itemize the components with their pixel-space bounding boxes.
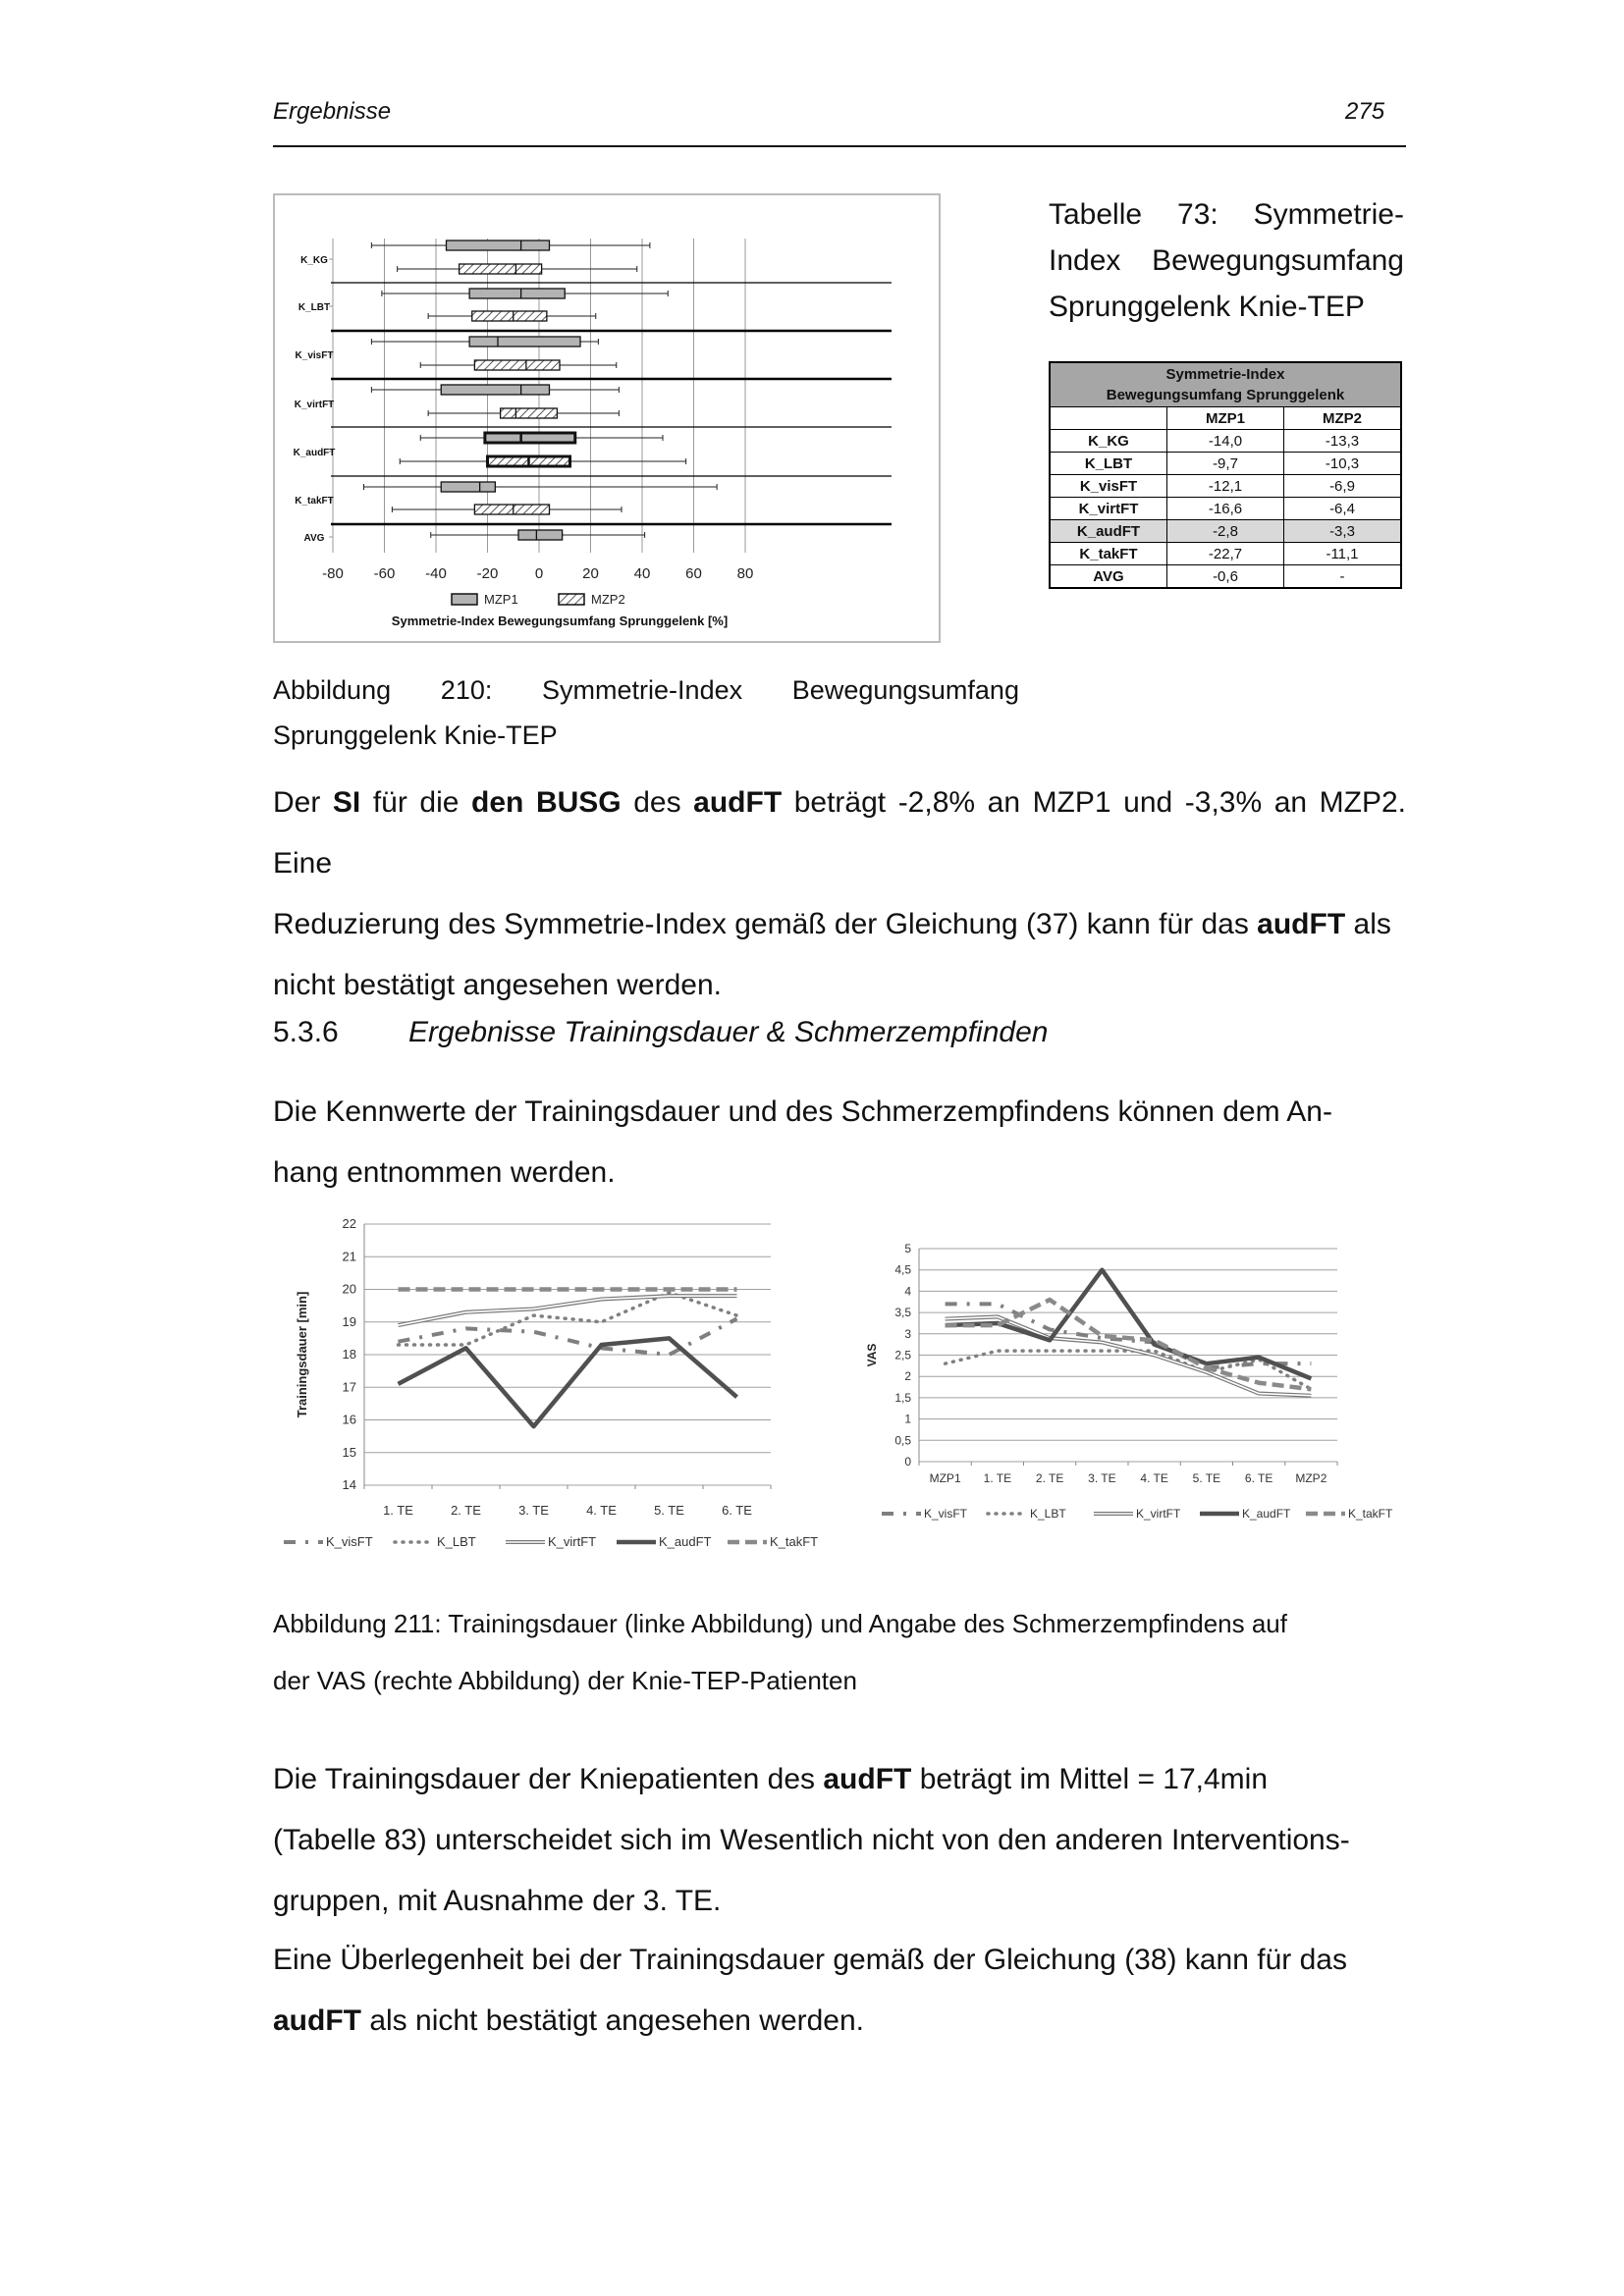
svg-text:20: 20 (582, 565, 599, 582)
page-number: 275 (1345, 98, 1385, 125)
svg-text:K_LBT: K_LBT (1030, 1507, 1066, 1521)
svg-text:K_visFT: K_visFT (326, 1534, 373, 1549)
table-row: AVG -0,6 - (1050, 565, 1401, 589)
svg-text:4. TE: 4. TE (1140, 1471, 1168, 1485)
svg-text:80: 80 (736, 565, 754, 582)
svg-text:3. TE: 3. TE (518, 1503, 549, 1518)
svg-text:K_audFT: K_audFT (659, 1534, 712, 1549)
svg-text:2,5: 2,5 (894, 1348, 911, 1362)
svg-text:19: 19 (342, 1313, 356, 1329)
table-row: K_KG -14,0 -13,3 (1050, 430, 1401, 453)
svg-text:2. TE: 2. TE (1035, 1471, 1064, 1485)
figure-210-caption: Abbildung 210: Symmetrie-Index Bewegungsumfang Sprunggelenk Knie-TEP (273, 675, 1019, 750)
header-rule (273, 145, 1406, 147)
svg-text:1. TE: 1. TE (383, 1503, 413, 1518)
svg-text:6. TE: 6. TE (1244, 1471, 1273, 1485)
table-73-caption: Tabelle 73: Symmetrie-Index Bewegungsumfang Sprunggelenk Knie-TEP (1049, 198, 1404, 323)
svg-text:4: 4 (904, 1284, 911, 1299)
svg-text:1. TE: 1. TE (983, 1471, 1012, 1485)
svg-text:0: 0 (904, 1455, 911, 1468)
svg-text:6. TE: 6. TE (722, 1503, 752, 1518)
svg-text:3. TE: 3. TE (1088, 1471, 1116, 1485)
svg-text:0: 0 (534, 565, 544, 582)
svg-text:40: 40 (633, 565, 651, 582)
svg-text:21: 21 (342, 1249, 356, 1264)
svg-text:5. TE: 5. TE (654, 1503, 684, 1518)
table-header-mzp1: MZP1 (1167, 407, 1284, 430)
svg-text:K_KG: K_KG (300, 255, 328, 266)
svg-text:K_takFT: K_takFT (1348, 1507, 1393, 1521)
table-73 (1049, 361, 1402, 589)
svg-text:-60: -60 (373, 565, 396, 582)
svg-text:1: 1 (904, 1412, 911, 1426)
table-header-empty (1050, 407, 1167, 430)
svg-text:AVG: AVG (303, 533, 325, 544)
svg-text:-20: -20 (476, 565, 499, 582)
paragraph-si-result: Der SI für die den BUSG des audFT beträgt -2,8% an MZP1 und -3,3% an MZP2. Eine Reduzierung des Symmetrie-Index gemäß der Gleichung (37) kann für das audFT als nicht bestätigt angesehen werden. (273, 786, 1406, 1001)
paragraph-kennwerte: Die Kennwerte der Trainingsdauer und des Schmerzempfindens können dem An- hang entnommen werden. (273, 1095, 1332, 1189)
svg-text:K_LBT: K_LBT (298, 302, 331, 313)
svg-text:3: 3 (904, 1326, 911, 1341)
svg-text:K_audFT: K_audFT (1242, 1507, 1291, 1521)
svg-text:0,5: 0,5 (894, 1433, 911, 1448)
svg-text:2: 2 (904, 1369, 911, 1384)
svg-text:22: 22 (342, 1217, 356, 1231)
running-header-section: Ergebnisse (273, 98, 392, 125)
svg-text:K_takFT: K_takFT (295, 496, 334, 507)
paragraph-trainingsdauer: Die Trainingsdauer der Kniepatienten des audFT beträgt im Mittel = 17,4min (Tabelle 83) unterscheidet sich im Wesentlich nicht von den anderen Interventions- gruppen, mit Ausnahme der 3. TE. Eine Überlegenheit bei der Trainingsdauer gemäß der Gleichung (38) kann für das audFT als nicht bestätigt angesehen werden. (273, 1763, 1350, 2037)
svg-text:Trainingsdauer [min]: Trainingsdauer [min] (295, 1291, 309, 1418)
svg-text:60: 60 (685, 565, 702, 582)
svg-text:K_virtFT: K_virtFT (294, 400, 335, 410)
svg-text:17: 17 (342, 1379, 356, 1395)
svg-text:MZP2: MZP2 (1295, 1471, 1327, 1485)
svg-text:3,5: 3,5 (894, 1306, 911, 1320)
table-row: K_visFT -12,1 -6,9 (1050, 475, 1401, 498)
svg-text:K_virtFT: K_virtFT (548, 1534, 597, 1549)
svg-text:2. TE: 2. TE (451, 1503, 481, 1518)
trainingsdauer-line-chart (280, 1217, 839, 1571)
svg-text:Symmetrie-Index Bewegungsumfan: Symmetrie-Index Bewegungsumfang Sprunggelenk [%] (391, 614, 729, 628)
svg-text:14: 14 (342, 1477, 356, 1492)
svg-text:20: 20 (342, 1281, 356, 1297)
table-header-mzp2: MZP2 (1284, 407, 1402, 430)
svg-text:4,5: 4,5 (894, 1262, 911, 1277)
svg-text:K_audFT: K_audFT (293, 448, 336, 458)
svg-text:MZP2: MZP2 (591, 592, 625, 607)
svg-text:-80: -80 (322, 565, 344, 582)
section-heading: 5.3.6 Ergebnisse Trainingsdauer & Schmerzempfinden (273, 1016, 1049, 1048)
table-row: K_virtFT -16,6 -6,4 (1050, 498, 1401, 520)
figure-211-caption: Abbildung 211: Trainingsdauer (linke Abbildung) und Angabe des Schmerzempfindens auf der VAS (rechte Abbildung) der Knie-TEP-Patienten (273, 1609, 1287, 1695)
vas-line-chart (864, 1237, 1419, 1561)
svg-text:1,5: 1,5 (894, 1390, 911, 1405)
svg-text:MZP1: MZP1 (929, 1471, 961, 1485)
svg-text:5: 5 (904, 1242, 911, 1255)
boxplot-chart (275, 195, 939, 641)
svg-text:K_visFT: K_visFT (295, 350, 334, 361)
svg-text:K_LBT: K_LBT (437, 1534, 476, 1549)
table-title: Symmetrie-Index Bewegungsumfang Sprunggelenk (1050, 362, 1401, 407)
table-row: K_takFT -22,7 -11,1 (1050, 543, 1401, 565)
svg-text:18: 18 (342, 1347, 356, 1362)
svg-text:MZP1: MZP1 (484, 592, 518, 607)
svg-text:5. TE: 5. TE (1192, 1471, 1221, 1485)
figure-210-boxplot (273, 193, 941, 643)
svg-text:16: 16 (342, 1412, 356, 1427)
svg-text:15: 15 (342, 1444, 356, 1460)
svg-text:VAS: VAS (865, 1343, 879, 1367)
svg-text:K_visFT: K_visFT (924, 1507, 968, 1521)
svg-text:-40: -40 (425, 565, 447, 582)
svg-text:K_virtFT: K_virtFT (1136, 1507, 1181, 1521)
table-row-highlighted: K_audFT -2,8 -3,3 (1050, 520, 1401, 543)
table-row: K_LBT -9,7 -10,3 (1050, 453, 1401, 475)
svg-text:K_takFT: K_takFT (770, 1534, 819, 1549)
svg-text:4. TE: 4. TE (586, 1503, 617, 1518)
